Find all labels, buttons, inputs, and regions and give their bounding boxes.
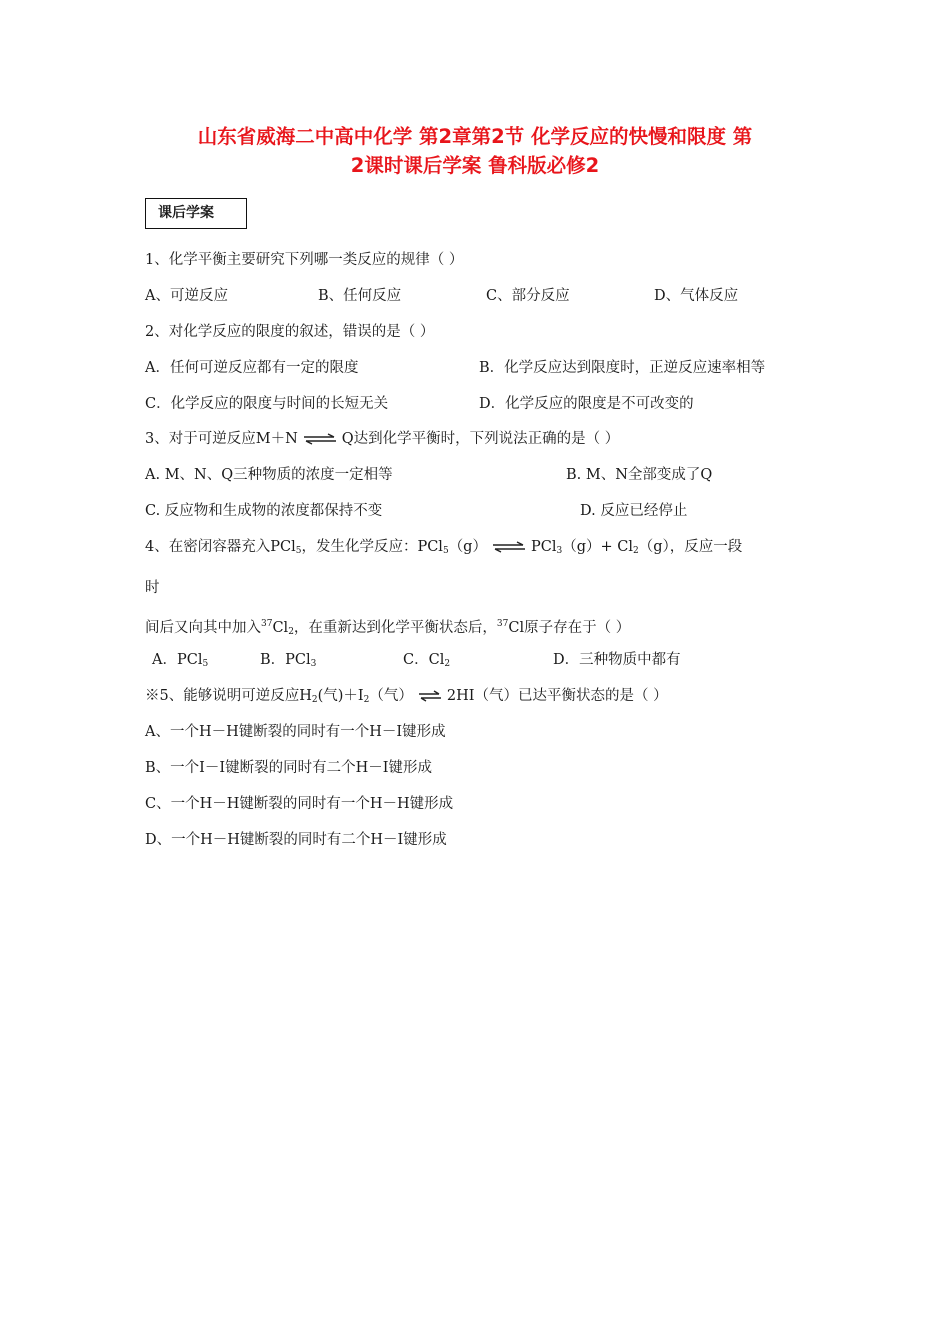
question-4-line2-end: Cl原子存在于（ ） <box>508 620 631 636</box>
question-4-line2-pre: 间后又向其中加入 <box>145 620 261 636</box>
subscript-5: 5 <box>295 546 302 556</box>
question-4-stem-pre: 4、在密闭容器充入PCl <box>145 539 296 555</box>
document-title <box>120 122 830 180</box>
question-5-stem-pre: ※5、能够说明可逆反应H <box>145 688 312 704</box>
option-b-text: B．PCl <box>260 652 311 668</box>
question-4-line2-cl: Cl <box>272 620 289 636</box>
title-line-1: 山东省威海二中高中化学 第2章第2节 化学反应的快慢和限度 第 <box>197 125 753 148</box>
question-5-option-a: A、一个H－H键断裂的同时有一个H－I键形成 <box>145 724 446 740</box>
question-1-option-b: B、任何反应 <box>318 288 402 304</box>
question-5-stem <box>145 686 668 710</box>
question-4-stem-line2 <box>145 614 630 642</box>
question-4-option-a <box>152 650 208 674</box>
question-5-stem-post: 2HI（气）已达平衡状态的是（ ） <box>446 688 668 704</box>
question-2-stem: 2、对化学反应的限度的叙述，错误的是（ ） <box>145 324 435 340</box>
question-4-option-d: D．三种物质中都有 <box>553 652 681 668</box>
question-4-option-c <box>403 650 450 674</box>
question-5-stem-mid1: (气)＋I <box>317 688 364 704</box>
question-3-option-a: A. M、N、Q三种物质的浓度一定相等 <box>145 467 393 483</box>
question-3-option-b: B. M、N全部变成了Q <box>566 467 713 483</box>
question-5-option-b: B、一个I－I键断裂的同时有二个H－I键形成 <box>145 760 432 776</box>
question-4-line2-mid: ，在重新达到化学平衡状态后， <box>293 620 497 636</box>
question-4-stem-mid2: （g） <box>448 539 487 555</box>
subscript-5: 5 <box>442 546 449 556</box>
question-4-option-b <box>260 650 316 674</box>
subscript-5: 5 <box>202 659 209 669</box>
subscript-2: 2 <box>633 546 639 556</box>
subscript-3: 3 <box>310 659 317 669</box>
question-1-option-d: D、气体反应 <box>654 288 739 304</box>
subscript-2: 2 <box>363 695 370 705</box>
question-4-stem-mid1: ，发生化学反应：PCl <box>301 539 443 555</box>
isotope-superscript: 37 <box>496 619 509 629</box>
question-4-stem-tail: 时 <box>145 580 160 596</box>
question-4-stem-mid5: （g），反应一段 <box>638 539 743 555</box>
question-3-stem <box>145 429 619 449</box>
isotope-superscript: 37 <box>261 619 273 629</box>
question-2-option-d: D．化学反应的限度是不可改变的 <box>479 396 694 412</box>
subscript-2: 2 <box>444 659 451 669</box>
question-4-stem-mid3: PCl <box>530 539 557 555</box>
question-5-option-d: D、一个H－H键断裂的同时有二个H－I键形成 <box>145 832 447 848</box>
question-5-stem-mid2: （气） <box>369 688 413 704</box>
question-1-option-a: A、可逆反应 <box>145 288 228 304</box>
option-a-text: A．PCl <box>152 652 203 668</box>
question-2-option-b: B．化学反应达到限度时，正逆反应速率相等 <box>479 360 766 376</box>
question-1-stem: 1、化学平衡主要研究下列哪一类反应的规律（ ） <box>145 252 464 268</box>
question-3-stem-post: Q达到化学平衡时，下列说法正确的是（ ） <box>341 431 620 447</box>
equilibrium-arrow-icon <box>302 433 338 445</box>
title-line-2: 2课时课后学案 鲁科版必修2 <box>350 154 600 177</box>
equilibrium-arrow-icon <box>491 541 527 553</box>
question-3-stem-pre: 3、对于可逆反应M＋N <box>145 431 298 447</box>
question-1-option-c: C、部分反应 <box>486 288 570 304</box>
question-4-stem-mid4: （g）+ Cl <box>562 539 633 555</box>
subscript-3: 3 <box>556 546 563 556</box>
subscript-2: 2 <box>288 627 294 637</box>
subscript-2: 2 <box>311 695 318 705</box>
question-3-option-c: C. 反应物和生成物的浓度都保持不变 <box>145 503 383 519</box>
question-5-option-c: C、一个H－H键断裂的同时有一个H－H键形成 <box>145 796 454 812</box>
equilibrium-arrow-icon <box>417 690 443 702</box>
section-label-box: 课后学案 <box>145 198 247 229</box>
question-4-stem <box>145 537 742 561</box>
question-2-option-a: A．任何可逆反应都有一定的限度 <box>145 360 359 376</box>
question-3-option-d: D. 反应已经停止 <box>580 503 688 519</box>
question-2-option-c: C．化学反应的限度与时间的长短无关 <box>145 396 389 412</box>
option-c-text: C．Cl <box>403 652 445 668</box>
